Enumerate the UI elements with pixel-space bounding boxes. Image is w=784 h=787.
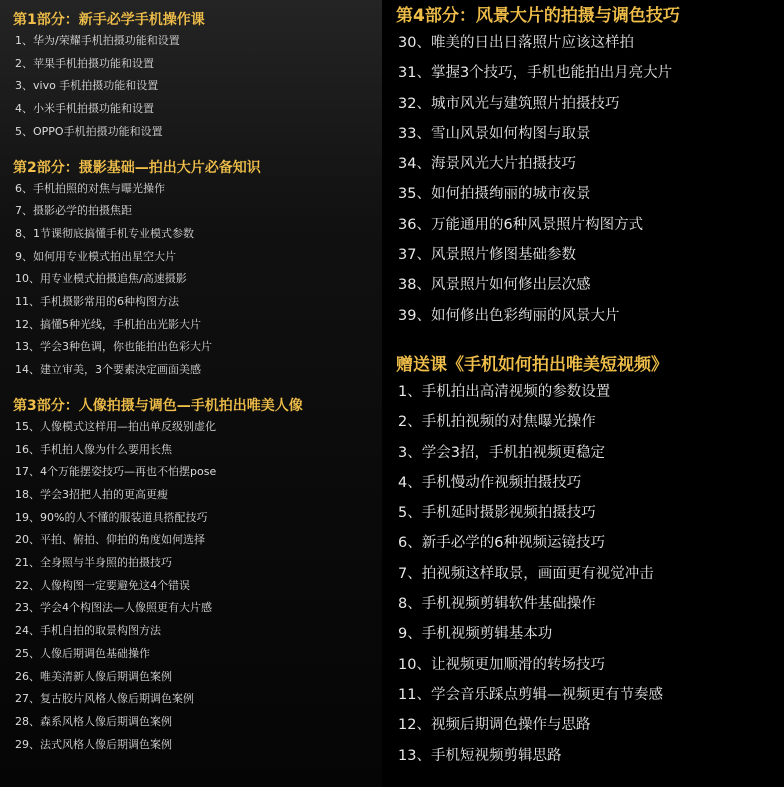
- list-item: 12、视频后期调色操作与思路: [398, 717, 591, 734]
- list-item: 26、唯美清新人像后期调色案例: [15, 669, 172, 683]
- list-item: 2、苹果手机拍摄功能和设置: [15, 56, 154, 70]
- section-gap: [396, 331, 780, 353]
- bonus-section-list: [396, 377, 780, 771]
- list-item: 21、全身照与半身照的拍摄技巧: [15, 556, 172, 570]
- list-item: 20、平拍、俯拍、仰拍的角度如何选择: [15, 533, 205, 547]
- right-column: [382, 0, 784, 787]
- list-item: 10、用专业模式拍摄追焦/高速摄影: [15, 272, 187, 286]
- section-4-title: 第4部分：风景大片的拍摄与调色技巧: [396, 6, 680, 26]
- list-item: 7、拍视频这样取景，画面更有视觉冲击: [398, 565, 654, 582]
- list-item: 7、摄影必学的拍摄焦距: [15, 204, 132, 218]
- section-gap: [13, 382, 373, 396]
- list-item: 34、海景风光大片拍摄技巧: [398, 156, 576, 173]
- list-item: 31、掌握3个技巧，手机也能拍出月亮大片: [398, 65, 673, 82]
- list-item: 17、4个万能摆姿技巧—再也不怕摆pose: [15, 465, 217, 479]
- list-item: 32、城市风光与建筑照片拍摄技巧: [398, 95, 620, 112]
- list-item: 1、华为/荣耀手机拍摄功能和设置: [15, 34, 180, 47]
- list-item: 33、雪山风景如何构图与取景: [398, 125, 591, 142]
- section-3-list: [13, 416, 373, 757]
- list-item: 13、手机短视频剪辑思路: [398, 747, 562, 764]
- section-4-list: [396, 28, 780, 331]
- list-item: 25、人像后期调色基础操作: [15, 646, 150, 660]
- list-item: 36、万能通用的6种风景照片构图方式: [398, 216, 644, 233]
- section-3-title: 第3部分：人像拍摄与调色—手机拍出唯美人像: [13, 397, 303, 414]
- list-item: 3、学会3招，手机拍视频更稳定: [398, 444, 605, 461]
- list-item: 5、手机延时摄影视频拍摄技巧: [398, 505, 596, 522]
- list-item: 6、手机拍照的对焦与曝光操作: [15, 181, 165, 195]
- list-item: 10、让视频更加顺滑的转场技巧: [398, 656, 605, 673]
- list-item: 18、学会3招把人拍的更高更瘦: [15, 487, 168, 501]
- list-item: 27、复古胶片风格人像后期调色案例: [15, 692, 194, 706]
- list-item: 4、手机慢动作视频拍摄技巧: [398, 474, 582, 491]
- list-item: 9、如何用专业模式拍出星空大片: [15, 249, 176, 263]
- left-column-content: [13, 10, 373, 756]
- section-gap: [13, 144, 373, 158]
- list-item: 4、小米手机拍摄功能和设置: [15, 102, 154, 116]
- list-item: 28、森系风格人像后期调色案例: [15, 714, 172, 728]
- list-item: 9、手机视频剪辑基本功: [398, 626, 553, 643]
- list-item: 23、学会4个构图法—人像照更有大片感: [15, 601, 212, 615]
- list-item: 6、新手必学的6种视频运镜技巧: [398, 535, 605, 552]
- list-item: 39、如何修出色彩绚丽的风景大片: [398, 307, 620, 324]
- list-item: 29、法式风格人像后期调色案例: [15, 737, 172, 751]
- bonus-section-title: 赠送课《手机如何拍出唯美短视频》: [396, 354, 668, 375]
- section-2-list: [13, 178, 373, 382]
- list-item: 14、建立审美，3个要素决定画面美感: [15, 363, 201, 377]
- list-item: 3、vivo 手机拍摄功能和设置: [15, 79, 159, 93]
- left-column: [0, 0, 382, 787]
- list-item: 35、如何拍摄绚丽的城市夜景: [398, 186, 591, 203]
- list-item: 19、90%的人不懂的服装道具搭配技巧: [15, 510, 208, 524]
- section-1-title: 第1部分：新手必学手机操作课: [13, 12, 205, 28]
- list-item: 38、风景照片如何修出层次感: [398, 277, 591, 294]
- list-item: 15、人像模式这样用—拍出单反级别虚化: [15, 419, 216, 433]
- list-item: 37、风景照片修图基础参数: [398, 247, 576, 264]
- list-item: 11、手机摄影常用的6种构图方法: [15, 295, 179, 309]
- list-item: 13、学会3种色调，你也能拍出色彩大片: [15, 340, 212, 354]
- list-item: 22、人像构图一定要避免这4个错误: [15, 578, 190, 592]
- list-item: 11、学会音乐踩点剪辑—视频更有节奏感: [398, 686, 663, 703]
- list-item: 5、OPPO手机拍摄功能和设置: [15, 124, 163, 138]
- section-2-title: 第2部分：摄影基础—拍出大片必备知识: [13, 159, 261, 176]
- list-item: 2、手机拍视频的对焦曝光操作: [398, 414, 596, 431]
- list-item: 8、1节课彻底搞懂手机专业模式参数: [15, 226, 194, 240]
- list-item: 30、唯美的日出日落照片应该这样拍: [398, 35, 634, 51]
- list-item: 1、手机拍出高清视频的参数设置: [398, 383, 611, 400]
- right-column-content: [396, 4, 780, 771]
- section-1-list: [13, 30, 373, 144]
- list-item: 12、搞懂5种光线，手机拍出光影大片: [15, 317, 201, 331]
- list-item: 24、手机自拍的取景构图方法: [15, 624, 161, 638]
- list-item: 16、手机拍人像为什么要用长焦: [15, 442, 172, 456]
- list-item: 8、手机视频剪辑软件基础操作: [398, 596, 596, 613]
